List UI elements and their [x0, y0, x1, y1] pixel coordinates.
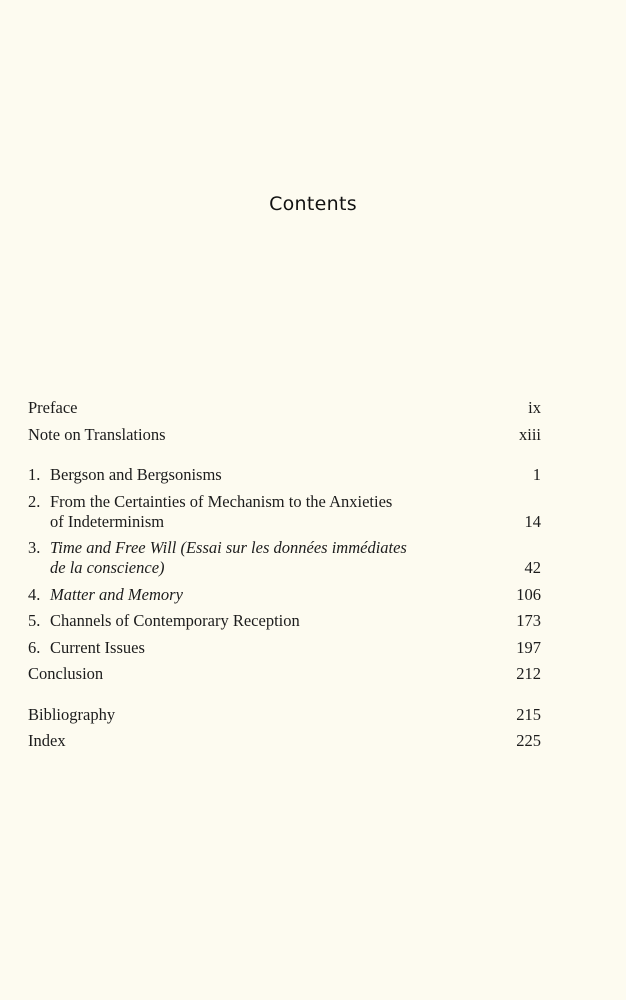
section-gap — [28, 451, 541, 465]
toc-entry-page: 1 — [532, 465, 541, 484]
chapter-title-line-1: Time and Free Will (Essai sur les données immédiates — [50, 538, 407, 557]
toc-entry-page: ix — [528, 398, 541, 417]
toc-entry-page: 212 — [516, 664, 541, 683]
chapter-number: 6. — [28, 637, 41, 657]
toc-entry-index[interactable] — [28, 731, 541, 751]
chapter-title: Matter and Memory — [50, 584, 183, 604]
toc-entry-page: 14 — [524, 511, 541, 531]
chapter-title: Channels of Contemporary Reception — [50, 611, 300, 630]
chapter-title: Current Issues — [50, 637, 145, 657]
toc-entry-chapter-4[interactable] — [28, 585, 541, 605]
toc-entry-chapter-3[interactable] — [28, 538, 541, 578]
toc-entry-page: 215 — [516, 704, 541, 724]
toc-entry-chapter-1[interactable] — [28, 465, 541, 485]
toc-entry-label: Preface — [28, 398, 78, 417]
chapter-number: 2. — [28, 491, 41, 511]
toc-entry-page: 42 — [524, 558, 541, 577]
toc-entry-page: xiii — [518, 424, 541, 444]
toc-entry-page: 197 — [516, 637, 541, 657]
chapter-number: 4. — [28, 584, 41, 604]
toc-entry-preface[interactable] — [28, 398, 541, 418]
chapter-title-line-1: From the Certainties of Mechanism to the Anxieties — [50, 491, 393, 511]
toc-entry-label: Conclusion — [28, 664, 104, 683]
toc-entry-page: 173 — [516, 611, 541, 630]
chapter-number: 1. — [28, 465, 41, 484]
toc-entry-page: 106 — [516, 584, 541, 604]
toc-entry-chapter-2[interactable] — [28, 492, 541, 532]
chapter-number: 3. — [28, 538, 41, 557]
chapter-title-line-2: de la conscience) — [50, 558, 165, 577]
toc-entry-note-on-translations[interactable] — [28, 425, 541, 445]
toc-entry-label: Index — [28, 731, 66, 750]
section-gap — [28, 691, 541, 705]
chapter-title: Bergson and Bergsonisms — [50, 465, 222, 484]
toc-entry-conclusion[interactable] — [28, 664, 541, 684]
chapter-number: 5. — [28, 611, 41, 630]
table-of-contents — [28, 398, 541, 758]
toc-entry-chapter-5[interactable] — [28, 611, 541, 631]
toc-entry-label: Bibliography — [28, 704, 116, 724]
toc-entry-chapter-6[interactable] — [28, 638, 541, 658]
chapter-title-line-2: of Indeterminism — [50, 511, 165, 531]
toc-entry-label: Note on Translations — [28, 424, 166, 444]
page-title: Contents — [269, 193, 357, 215]
toc-entry-bibliography[interactable] — [28, 705, 541, 725]
toc-entry-page: 225 — [516, 731, 541, 750]
